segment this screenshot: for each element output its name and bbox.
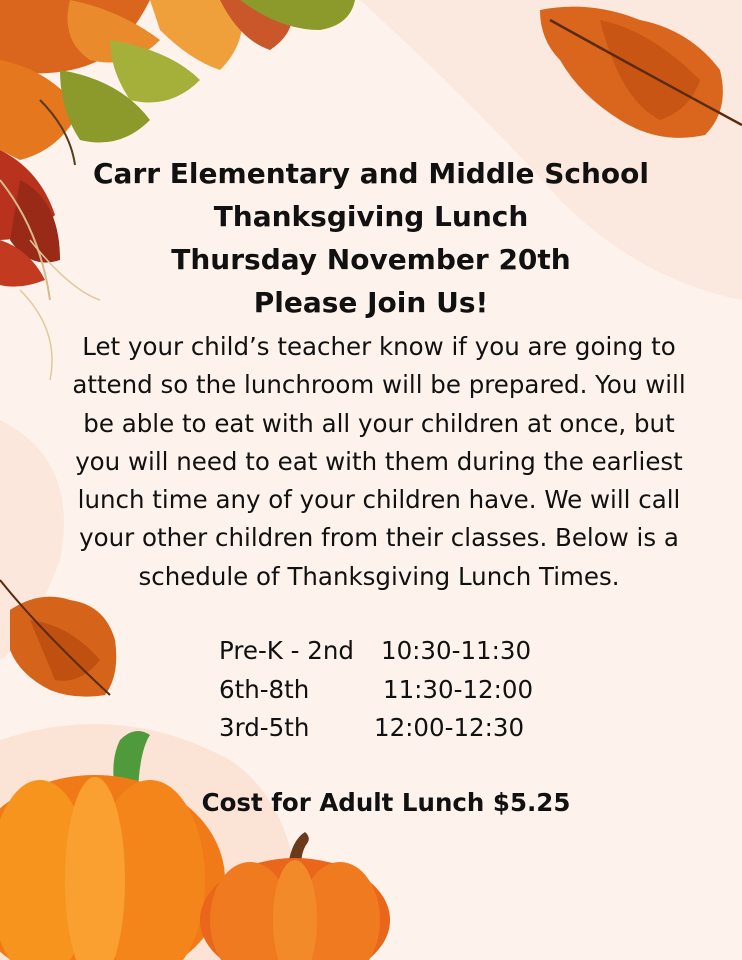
schedule-row [219,632,579,671]
schedule-time: 11:30-12:00 [383,674,534,704]
schedule-time: 10:30-11:30 [381,636,532,665]
schedule-grade: 6th-8th [219,674,310,704]
invitation: Please Join Us! [253,286,489,319]
body-paragraph [34,328,724,596]
schedule-time: 12:00-12:30 [374,713,525,742]
schedule-row [219,671,579,710]
body-line: your other children from their classes. Below is a [79,523,679,553]
body-line: be able to eat with all your children at once, but [83,408,675,438]
body-line: lunch time any of your children have. We will call [77,485,681,515]
body-line: you will need to eat with them during the earliest [75,446,683,476]
adult-lunch-cost: Cost for Adult Lunch $5.25 [201,788,571,817]
title-block [0,152,742,324]
body-line: schedule of Thanksgiving Lunch Times. [138,561,620,591]
body-line: attend so the lunchroom will be prepared. You will [72,370,686,400]
event-name: Thanksgiving Lunch [213,200,529,233]
lunch-schedule [219,632,579,748]
schedule-row [219,709,579,748]
school-name: Carr Elementary and Middle School [93,157,649,190]
event-date: Thursday November 20th [171,243,571,276]
body-line: Let your child’s teacher know if you are going to [82,332,676,361]
schedule-grade: Pre-K - 2nd [219,636,354,665]
schedule-grade: 3rd-5th [219,713,310,742]
